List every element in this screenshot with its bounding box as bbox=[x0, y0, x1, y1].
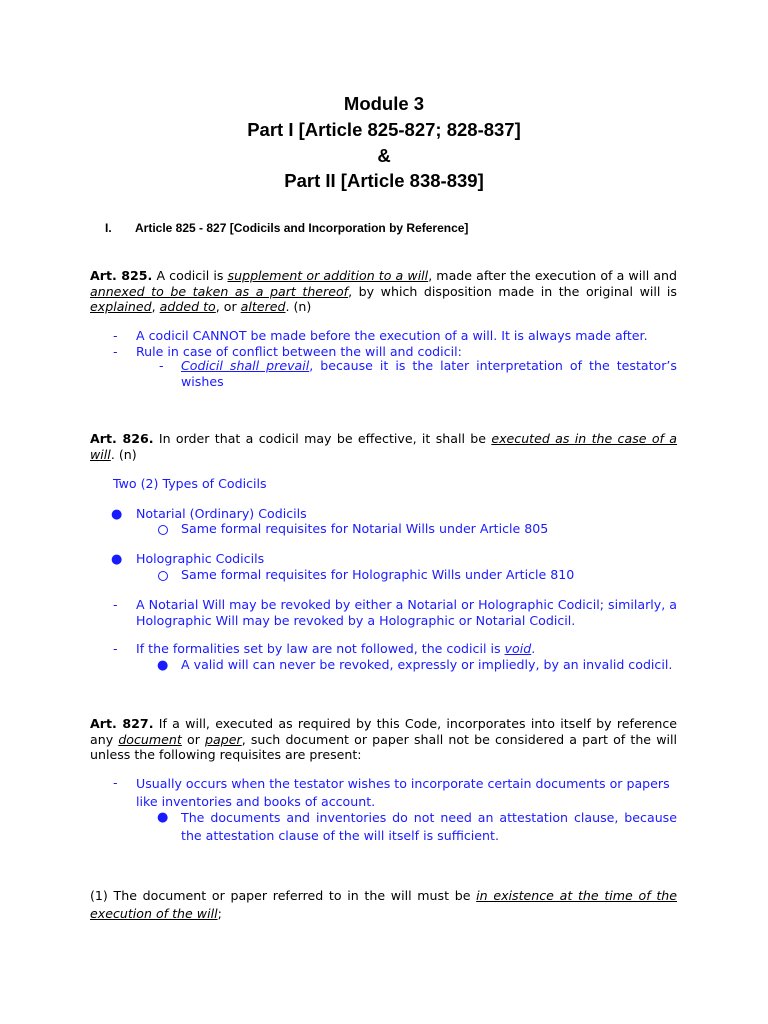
ampersand: & bbox=[377, 145, 391, 166]
codicil-type-2-detail: Same formal requisites for Holographic Wills under Article 810 bbox=[181, 567, 575, 582]
art-825-note-2: Rule in case of conflict between the will and codicil: bbox=[136, 344, 462, 359]
art-826-note-2: If the formalities set by law are not followed, the codicil is void. bbox=[136, 641, 536, 656]
art-827-label: Art. 827. bbox=[90, 716, 154, 731]
art-826-note-1: A Notarial Will may be revoked by either a Notarial or Holographic Codicil; similarly, a Holographic Will may be revoked by a Holographic or Notarial Codicil. bbox=[136, 597, 677, 628]
hollow-circle-icon bbox=[158, 571, 168, 581]
filled-dot-icon: ● bbox=[157, 658, 169, 673]
dash-bullet: - bbox=[113, 775, 118, 790]
art-827-paragraph: Art. 827. If a will, executed as required by this Code, incorporates into itself by reference any document or paper, such document or paper shall not be considered a part of the will unless the following requisites are present: bbox=[90, 716, 677, 762]
codicil-type-1-detail: Same formal requisites for Notarial Wills under Article 805 bbox=[181, 521, 549, 536]
filled-dot-icon: ● bbox=[111, 552, 123, 567]
dash-bullet: - bbox=[113, 344, 118, 359]
art-825-note-1: A codicil CANNOT be made before the execution of a will. It is always made after. bbox=[136, 328, 648, 343]
codicil-type-1: Notarial (Ordinary) Codicils bbox=[136, 506, 307, 521]
module-title: Module 3 bbox=[343, 93, 425, 114]
filled-dot-icon: ● bbox=[157, 810, 169, 825]
requisite-1: (1) The document or paper referred to in the will must be in existence at the time of the execution of the will; bbox=[90, 888, 677, 921]
art-826-paragraph: Art. 826. In order that a codicil may be effective, it shall be executed as in the case of a will. (n) bbox=[90, 431, 678, 462]
dash-bullet: - bbox=[113, 641, 118, 656]
hollow-circle-icon bbox=[158, 525, 168, 535]
codicil-types-heading: Two (2) Types of Codicils bbox=[113, 476, 267, 491]
part-two-title: Part II [Article 838-839] bbox=[284, 170, 484, 191]
art-826-label: Art. 826. bbox=[90, 431, 154, 446]
dash-bullet: - bbox=[113, 597, 118, 612]
art-825-label: Art. 825. bbox=[90, 268, 153, 283]
codicil-type-2: Holographic Codicils bbox=[136, 551, 265, 566]
dash-bullet: - bbox=[159, 358, 164, 373]
section-number: I. bbox=[105, 221, 112, 235]
filled-dot-icon: ● bbox=[111, 507, 123, 522]
section-title: Article 825 - 827 [Codicils and Incorporation by Reference] bbox=[135, 221, 469, 235]
art-827-note-1: Usually occurs when the testator wishes to incorporate certain documents or papers like inventories and books of account. bbox=[136, 776, 670, 809]
part-one-title: Part I [Article 825-827; 828-837] bbox=[247, 119, 521, 140]
dash-bullet: - bbox=[113, 328, 118, 343]
art-827-sub-note: The documents and inventories do not need an attestation clause, because the attestation clause of the will itself is sufficient. bbox=[181, 810, 677, 843]
art-826-sub-note: A valid will can never be revoked, expressly or impliedly, by an invalid codicil. bbox=[181, 657, 673, 672]
art-825-paragraph: Art. 825. A codicil is supplement or addition to a will, made after the execution of a will and annexed to be taken as a part thereof, by which disposition made in the original will is explained, added to, or altered. (n) bbox=[90, 268, 678, 314]
art-825-sub-note: Codicil shall prevail, because it is the later interpretation of the testator’s wishes bbox=[181, 358, 677, 389]
